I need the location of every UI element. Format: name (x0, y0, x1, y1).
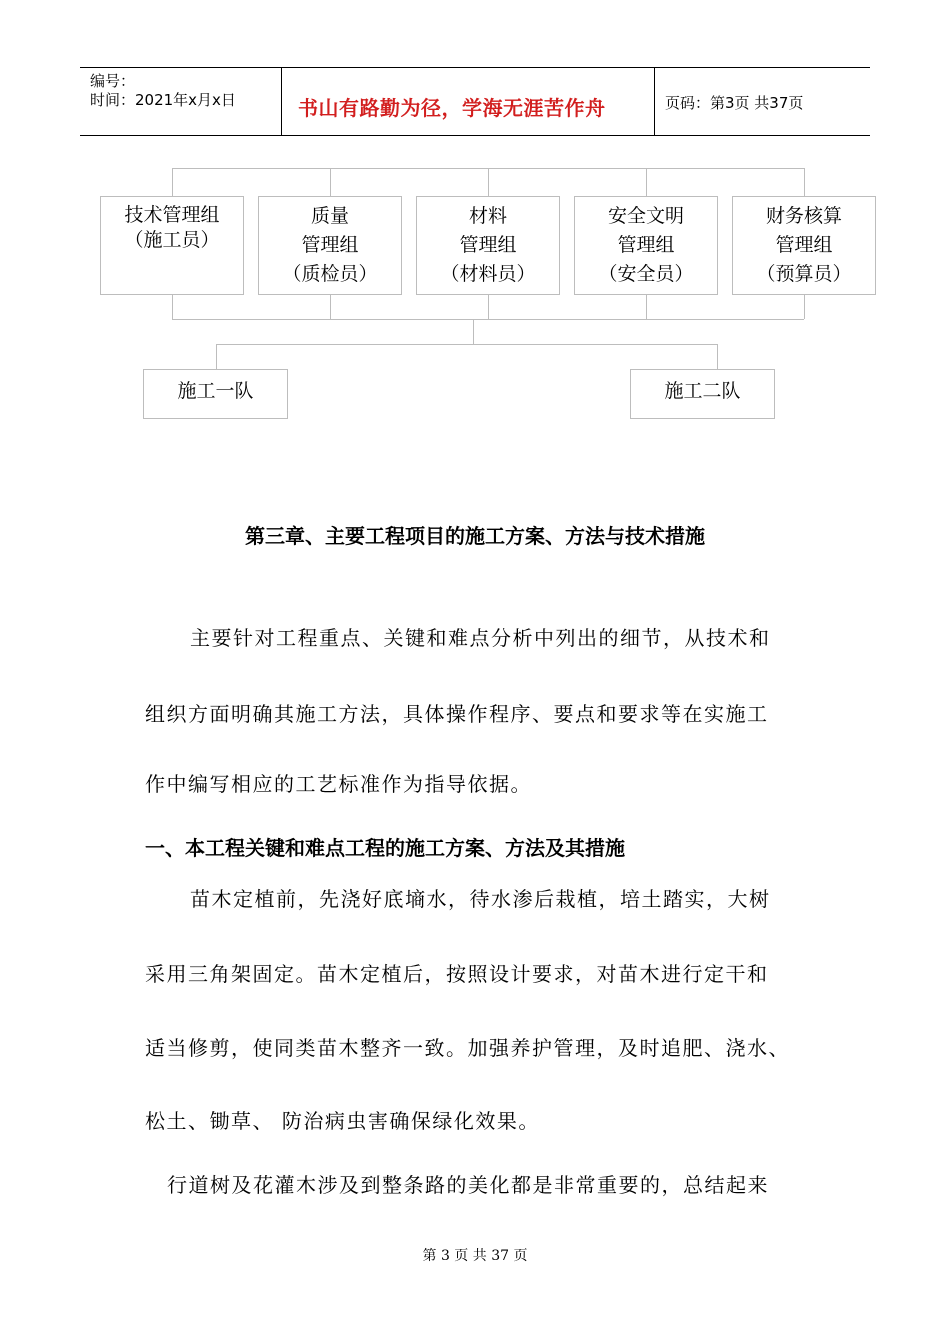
section1-line-1: 苗木定植前，先浇好底墒水，待水渗后栽植，培土踏实，大树 (190, 887, 771, 911)
connector-mid-v1 (172, 295, 173, 319)
org-box-technical-line-1: 技术管理组 (124, 204, 220, 226)
org-box-finance-line-2: 管理组 (775, 234, 833, 256)
org-box-finance-line-1: 财务核算 (765, 205, 842, 227)
header-top-border (80, 67, 870, 68)
page-footer: 第 3 页 共 37 页 (422, 1248, 528, 1264)
connector-mid-v4 (646, 295, 647, 319)
org-box-safety-line-3: （安全员） (598, 263, 694, 285)
connector-mid-v5 (804, 295, 805, 319)
header-motto: 书山有路勤为径，学海无涯苦作舟 (298, 96, 606, 120)
org-box-quality-line-3: （质检员） (282, 263, 378, 285)
chapter-title: 第三章、主要工程项目的施工方案、方法与技术措施 (245, 524, 705, 548)
connector-top-v1 (172, 168, 173, 196)
section1-line-4: 松土、锄草、 防治病虫害确保绿化效果。 (145, 1109, 540, 1133)
org-box-safety-line-2: 管理组 (617, 234, 675, 256)
section-title: 一、本工程关键和难点工程的施工方案、方法及其措施 (145, 836, 625, 860)
intro-line-3: 作中编写相应的工艺标准作为指导依据。 (145, 772, 532, 796)
org-box-finance-line-3: （预算员） (756, 263, 852, 285)
connector-mid-v2 (330, 295, 331, 319)
section1-line-3: 适当修剪，使同类苗木整齐一致。加强养护管理，及时追肥、浇水、 (145, 1036, 790, 1060)
org-box-technical (100, 196, 244, 295)
org-box-finance (732, 196, 876, 295)
header-bottom-border (80, 135, 870, 136)
org-box-materials-line-2: 管理组 (459, 234, 517, 256)
org-box-quality-line-2: 管理组 (301, 234, 359, 256)
intro-line-1: 主要针对工程重点、关键和难点分析中列出的细节，从技术和 (190, 626, 771, 650)
connector-team-horizontal (216, 344, 718, 345)
org-box-materials-line-3: （材料员） (440, 263, 536, 285)
page-info: 页码：第3页 共37页 (665, 94, 804, 112)
connector-team-v2 (717, 344, 718, 370)
connector-mid-v3 (488, 295, 489, 319)
serial-number-label: 编号： (90, 72, 136, 90)
date-label: 时间：2021年x月x日 (90, 91, 236, 109)
team-box-2: 施工二队 (630, 369, 775, 419)
team-box-1: 施工一队 (143, 369, 288, 419)
header-divider-right (654, 67, 655, 136)
connector-top-v5 (804, 168, 805, 196)
connector-center-vertical (473, 319, 474, 344)
org-box-quality-line-1: 质量 (310, 205, 349, 227)
section2-line-1: 行道树及花灌木涉及到整条路的美化都是非常重要的，总结起来 (167, 1173, 769, 1197)
connector-top-v4 (646, 168, 647, 196)
header-divider-left (281, 67, 282, 136)
org-box-materials (416, 196, 560, 295)
intro-line-2: 组织方面明确其施工方法，具体操作程序、要点和要求等在实施工 (145, 702, 769, 726)
connector-top-v3 (488, 168, 489, 196)
org-box-materials-line-1: 材料 (468, 205, 507, 227)
connector-top-v2 (330, 168, 331, 196)
org-box-safety-line-1: 安全文明 (607, 205, 684, 227)
org-box-safety (574, 196, 718, 295)
section1-line-2: 采用三角架固定。苗木定植后，按照设计要求，对苗木进行定干和 (145, 962, 769, 986)
org-box-quality (258, 196, 402, 295)
org-box-technical-line-2: （施工员） (124, 229, 220, 251)
connector-team-v1 (216, 344, 217, 370)
connector-mid-horizontal (172, 319, 804, 320)
